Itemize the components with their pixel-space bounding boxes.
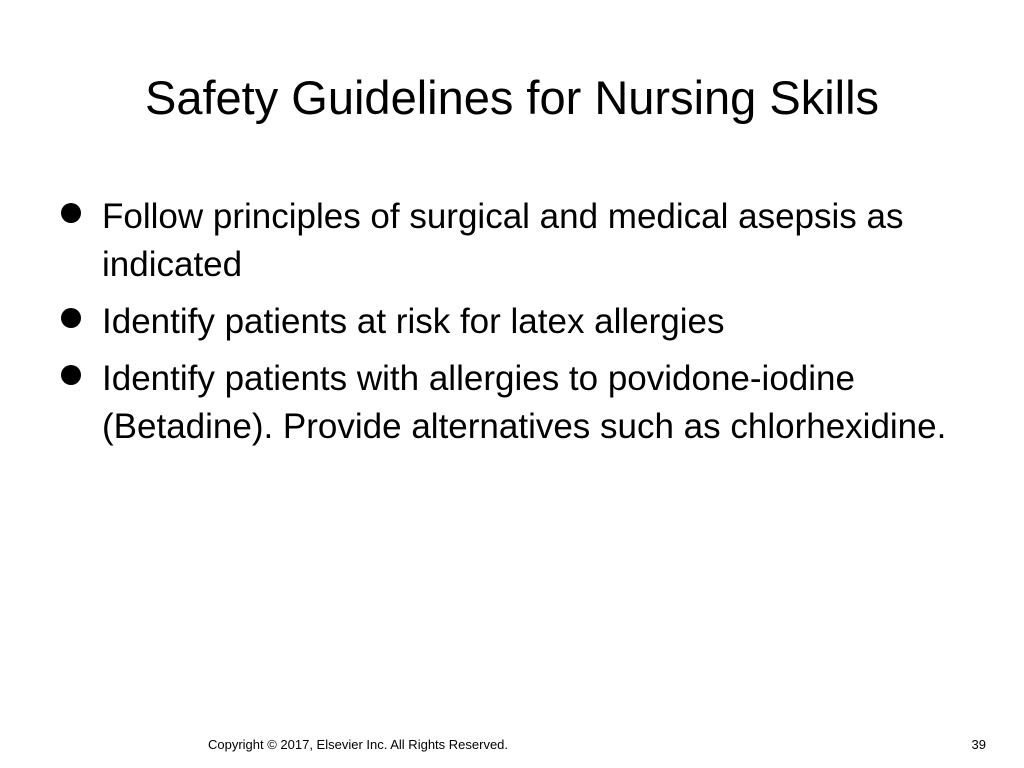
bullet-dot-icon [61, 203, 81, 223]
bullet-item [58, 298, 978, 346]
bullet-item [58, 355, 978, 451]
bullet-text: Follow principles of surgical and medical asepsis as indicated [102, 197, 904, 284]
bullet-text: Identify patients at risk for latex allergies [102, 302, 725, 341]
bullet-dot-icon [61, 365, 81, 385]
footer-copyright: Copyright © 2017, Elsevier Inc. All Rights Reserved. [207, 737, 509, 752]
bullet-list [58, 193, 978, 460]
slide-title: Safety Guidelines for Nursing Skills [144, 71, 880, 124]
bullet-text: Identify patients with allergies to povidone-iodine (Betadine). Provide alternatives such as chlorhexidine. [102, 359, 947, 446]
bullet-dot-icon [61, 308, 81, 328]
page-number: 39 [971, 737, 986, 752]
bullet-item [58, 193, 978, 289]
